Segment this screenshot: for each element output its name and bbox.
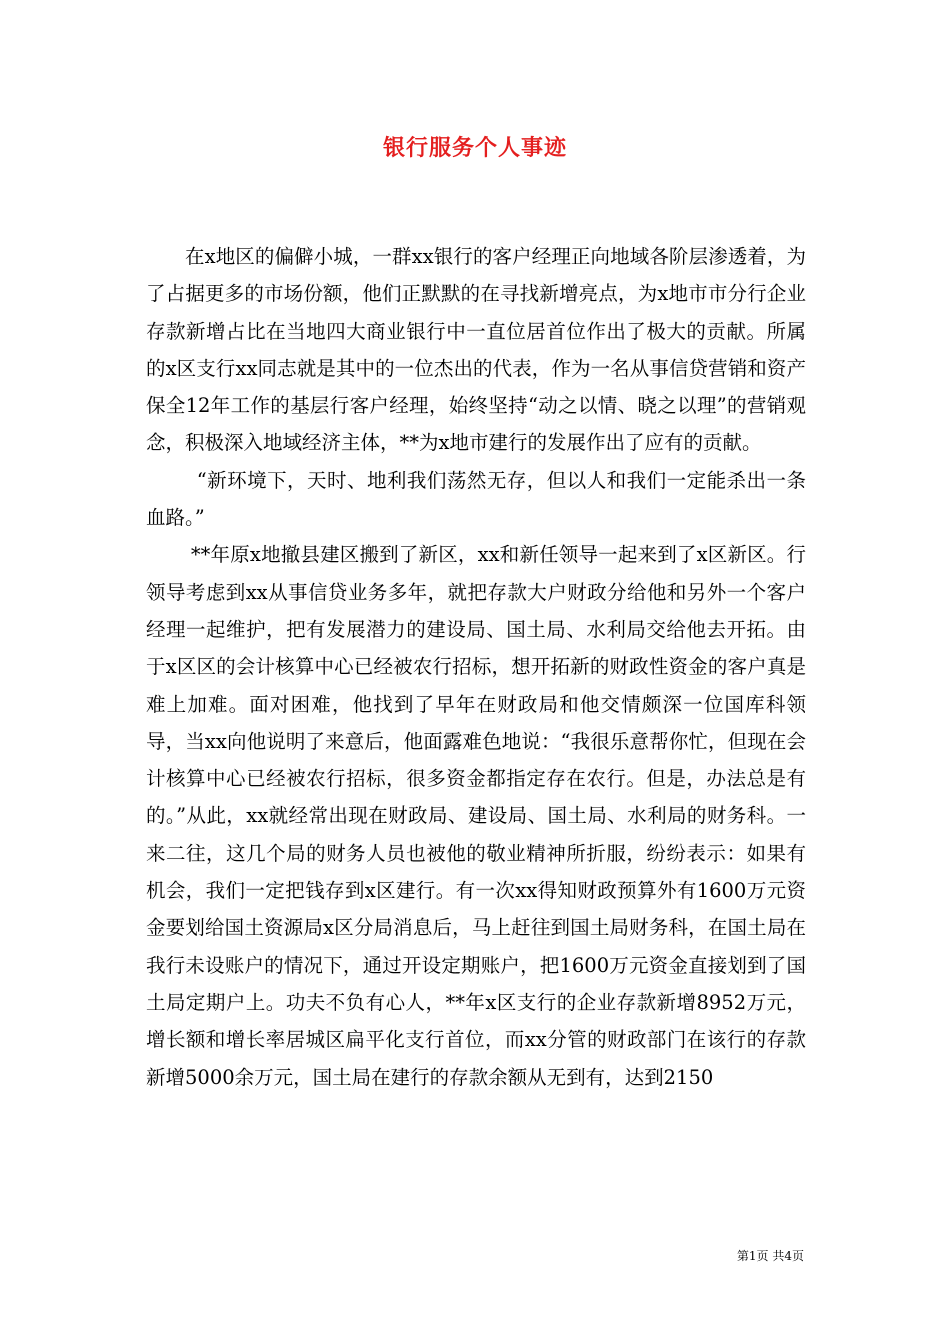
paragraph-quote: “新环境下，天时、地利我们荡然无存，但以人和我们一定能杀出一条血路。” xyxy=(146,468,806,530)
document-body xyxy=(146,238,806,1096)
paragraph-intro: 在x地区的偏僻小城，一群xx银行的客户经理正向地域各阶层渗透着，为了占据更多的市场份额，他们正默默的在寻找新增亮点，为x地市市分行企业存款新增占比在当地四大商业银行中一直位居首位作出了极大的贡献。所属的x区支行xx同志就是其中的一位杰出的代表，作为一名从事信贷营销和资产保全12年工作的基层行客户经理，始终坚持“动之以情、晓之以理”的营销观念，积极深入地域经济主体，**为x地市建行的发展作出了应有的贡献。 xyxy=(146,245,806,455)
page-title: 银行服务个人事迹 xyxy=(382,135,567,161)
paragraph-story: **年原x地撤县建区搬到了新区，xx和新任领导一起来到了x区新区。行领导考虑到xx从事信贷业务多年，就把存款大户财政分给他和另外一个客户经理一起维护，把有发展潜力的建设局、国土局、水利局交给他去开拓。由于x区区的会计核算中心已经被农行招标，想开拓新的财政性资金的客户真是难上加难。面对困难，他找到了早年在财政局和他交情颇深一位国库科领导，当xx向他说明了来意后，他面露难色地说：“我很乐意帮你忙，但现在会计核算中心已经被农行招标，很多资金都指定存在农行。但是，办法总是有的。”从此，xx就经常出现在财政局、建设局、国土局、水利局的财务科。一来二往，这几个局的财务人员也被他的敬业精神所折服，纷纷表示：如果有机会，我们一定把钱存到x区建行。有一次xx得知财政预算外有1600万元资金要划给国土资源局x区分局消息后，马上赶往到国土局财务科，在国土局在我行未设账户的情况下，通过开设定期账户，把1600万元资金直接划到了国土局定期户上。功夫不负有心人，**年x区支行的企业存款新增8952万元，增长额和增长率居城区扁平化支行首位，而xx分管的财政部门在该行的存款新增5000余万元，国土局在建行的存款余额从无到有，达到2150 xyxy=(146,543,806,1089)
page-number: 第1页 共4页 xyxy=(736,1249,804,1263)
